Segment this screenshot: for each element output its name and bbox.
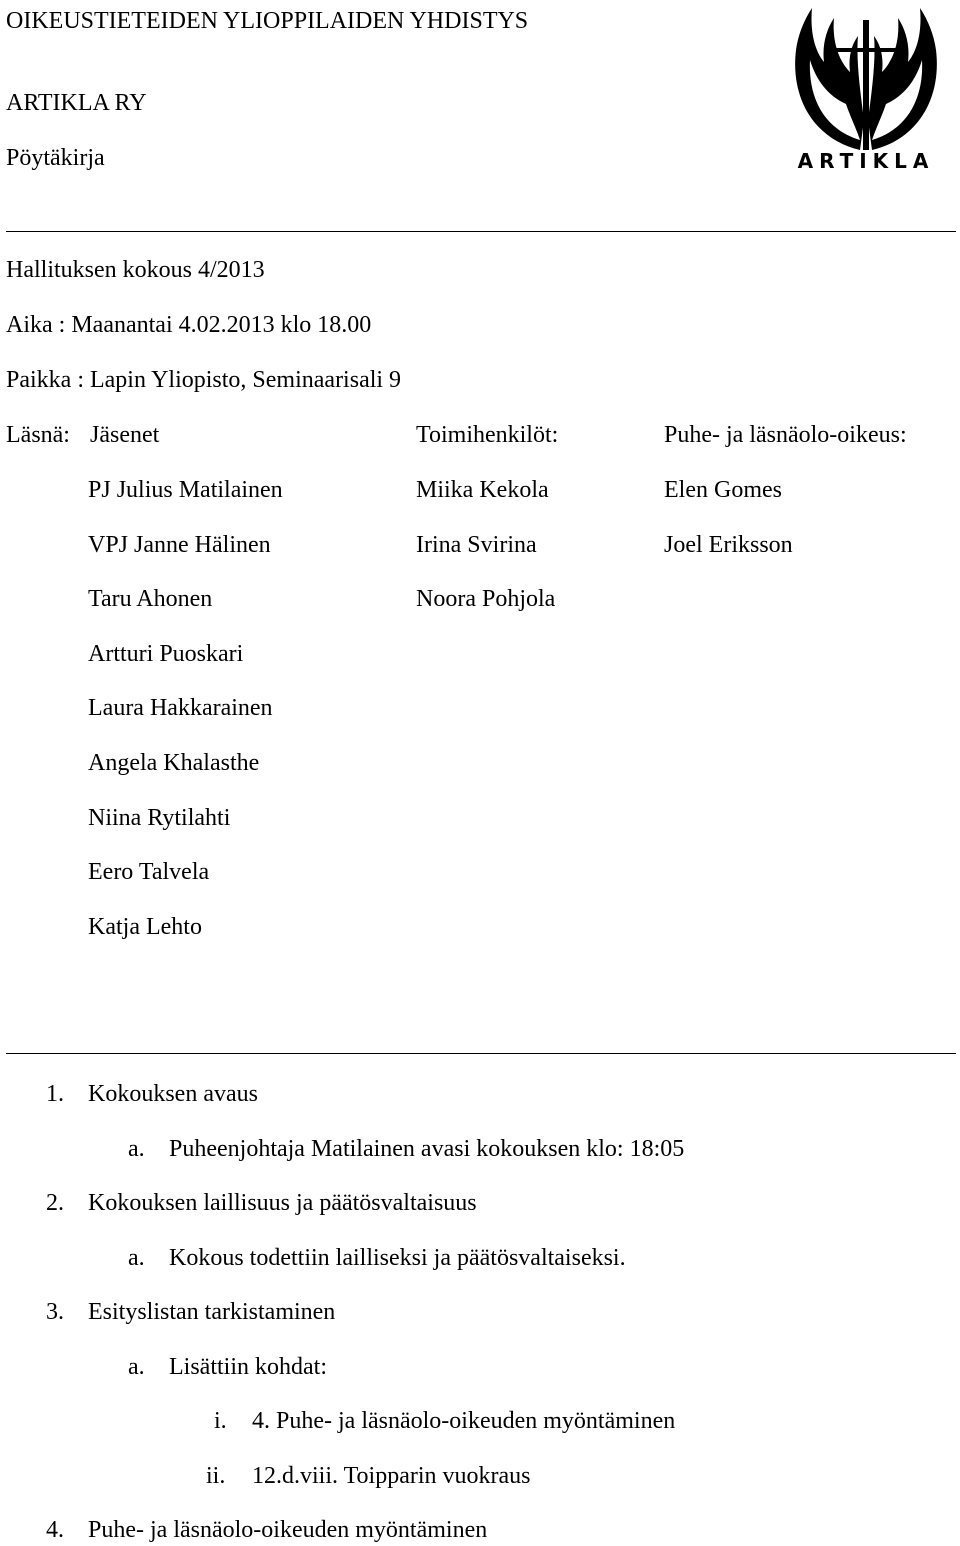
member-name: Niina Rytilahti bbox=[88, 805, 231, 831]
meeting-place: Paikka : Lapin Yliopisto, Seminaarisali 9 bbox=[6, 367, 402, 393]
member-name: VPJ Janne Hälinen bbox=[88, 532, 271, 558]
agenda-sub-text: Kokous todettiin lailliseksi ja päätösvaltaiseksi. bbox=[169, 1245, 626, 1271]
agenda-roman-text: 12.d.viii. Toipparin vuokraus bbox=[252, 1463, 531, 1489]
agenda-roman: i. bbox=[214, 1408, 227, 1434]
agenda-title: Kokouksen laillisuus ja päätösvaltaisuus bbox=[88, 1190, 477, 1216]
member-name: Angela Khalasthe bbox=[88, 750, 260, 776]
attendance-label: Läsnä: bbox=[6, 422, 70, 448]
agenda-number: 4. bbox=[46, 1517, 64, 1543]
agenda-number: 3. bbox=[46, 1299, 64, 1325]
speaking-rights-name: Elen Gomes bbox=[664, 477, 782, 503]
artikla-logo bbox=[776, 0, 956, 180]
agenda-sub-text: Puheenjohtaja Matilainen avasi kokouksen klo: 18:05 bbox=[169, 1136, 685, 1162]
agenda-sub-letter: a. bbox=[128, 1354, 145, 1380]
members-heading: Jäsenet bbox=[90, 422, 160, 448]
agenda-title: Puhe- ja läsnäolo-oikeuden myöntäminen bbox=[88, 1517, 488, 1543]
member-name: Eero Talvela bbox=[88, 859, 210, 885]
agenda-roman-text: 4. Puhe- ja läsnäolo-oikeuden myöntäminen bbox=[252, 1408, 676, 1434]
agenda-number: 2. bbox=[46, 1190, 64, 1216]
document-type: Pöytäkirja bbox=[6, 145, 105, 171]
speaking-rights-name: Joel Eriksson bbox=[664, 532, 793, 558]
agenda-sub-text: Lisättiin kohdat: bbox=[169, 1354, 327, 1380]
agenda-sub-letter: a. bbox=[128, 1245, 145, 1271]
member-name: Taru Ahonen bbox=[88, 586, 213, 612]
official-name: Irina Svirina bbox=[416, 532, 537, 558]
official-name: Miika Kekola bbox=[416, 477, 549, 503]
meeting-time: Aika : Maanantai 4.02.2013 klo 18.00 bbox=[6, 312, 372, 338]
section-divider bbox=[6, 1053, 956, 1054]
member-name: Katja Lehto bbox=[88, 914, 202, 940]
officials-heading: Toimihenkilöt: bbox=[416, 422, 559, 448]
logo-lettering: ARTIKLA bbox=[797, 149, 935, 173]
member-name: PJ Julius Matilainen bbox=[88, 477, 283, 503]
agenda-roman: ii. bbox=[206, 1463, 226, 1489]
meeting-title: Hallituksen kokous 4/2013 bbox=[6, 257, 265, 283]
official-name: Noora Pohjola bbox=[416, 586, 556, 612]
agenda-title: Esityslistan tarkistaminen bbox=[88, 1299, 336, 1325]
agenda-sub-letter: a. bbox=[128, 1136, 145, 1162]
agenda-number: 1. bbox=[46, 1081, 64, 1107]
org-name: OIKEUSTIETEIDEN YLIOPPILAIDEN YHDISTYS bbox=[6, 8, 529, 34]
member-name: Artturi Puoskari bbox=[88, 641, 244, 667]
org-short-name: ARTIKLA RY bbox=[6, 90, 147, 116]
header-divider bbox=[6, 231, 956, 232]
member-name: Laura Hakkarainen bbox=[88, 695, 273, 721]
speaking-rights-heading: Puhe- ja läsnäolo-oikeus: bbox=[664, 422, 907, 448]
agenda-title: Kokouksen avaus bbox=[88, 1081, 258, 1107]
